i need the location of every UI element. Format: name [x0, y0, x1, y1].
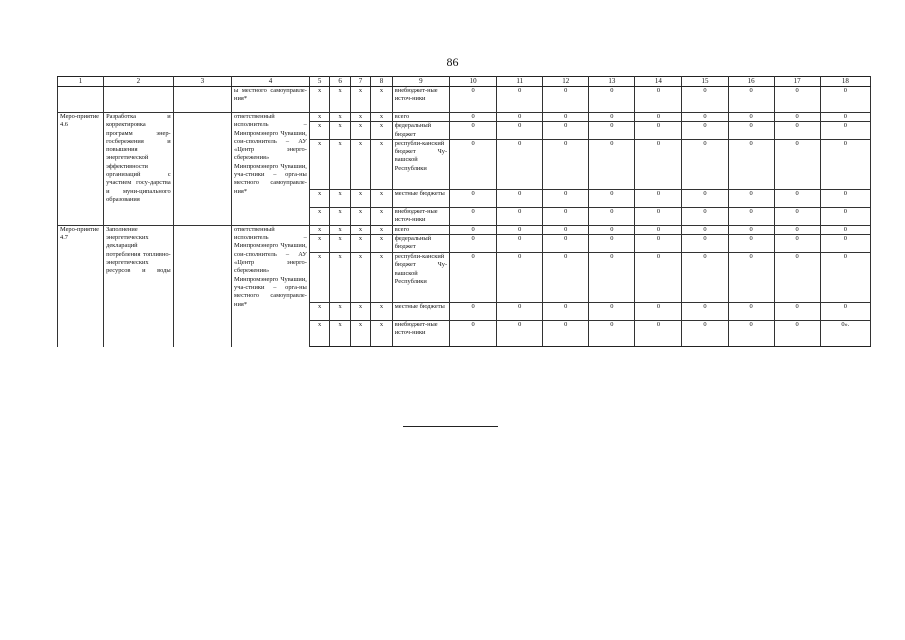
- value-cell: 0: [543, 139, 589, 189]
- mark-cell: х: [309, 207, 329, 225]
- value-cell: 0: [635, 225, 682, 234]
- column-number: 3: [173, 77, 231, 87]
- value-cell: 0: [635, 189, 682, 207]
- value-cell: 0: [497, 113, 543, 122]
- mark-cell: х: [371, 235, 393, 253]
- value-cell: 0: [820, 87, 870, 113]
- funding-row: [58, 113, 871, 122]
- column-number: 17: [774, 77, 820, 87]
- value-cell: 0: [682, 207, 728, 225]
- mark-cell: х: [371, 207, 393, 225]
- value-cell: 0: [450, 139, 497, 189]
- mark-cell: х: [350, 139, 370, 189]
- measure-id: Меро-приятие 4.6: [58, 113, 104, 226]
- executor-cell: ответственный исполнитель – Минпромэнерго Чувашии, сои-сполнитель – АУ «Центр энерго-сбережения» Минпромэнерго Чувашии, уча-стники – орга-ны местного самоуправле-ния*: [232, 225, 310, 346]
- value-cell: 0: [682, 235, 728, 253]
- value-cell: 0: [497, 87, 543, 113]
- value-cell: 0: [774, 321, 820, 347]
- value-cell: 0: [774, 253, 820, 303]
- value-cell: 0: [543, 225, 589, 234]
- funding-source: внебюджет-ные источ-ники: [392, 207, 449, 225]
- footnote-separator: [403, 426, 498, 427]
- value-cell: 0: [635, 303, 682, 321]
- value-cell: 0: [728, 253, 774, 303]
- value-cell: 0: [682, 225, 728, 234]
- mark-cell: х: [371, 113, 393, 122]
- value-cell: 0: [589, 139, 635, 189]
- mark-cell: х: [309, 122, 329, 140]
- value-cell: 0: [820, 189, 870, 207]
- value-cell: 0: [589, 235, 635, 253]
- column-number-row: [58, 77, 871, 87]
- value-cell: 0: [728, 113, 774, 122]
- page-number: 86: [446, 55, 459, 69]
- value-cell: 0: [450, 253, 497, 303]
- value-cell: 0: [543, 122, 589, 140]
- value-cell: 0: [682, 321, 728, 347]
- value-cell: 0: [543, 303, 589, 321]
- value-cell: 0: [682, 113, 728, 122]
- value-cell: 0: [774, 122, 820, 140]
- value-cell: 0: [728, 207, 774, 225]
- value-cell: 0: [820, 139, 870, 189]
- mark-cell: х: [371, 189, 393, 207]
- mark-cell: х: [330, 122, 350, 140]
- value-cell: 0: [820, 113, 870, 122]
- measure-title: [104, 87, 174, 113]
- value-cell: 0: [728, 235, 774, 253]
- mark-cell: х: [309, 139, 329, 189]
- column-number: 12: [543, 77, 589, 87]
- value-cell: 0: [774, 87, 820, 113]
- value-cell: 0: [728, 189, 774, 207]
- value-cell: 0: [635, 321, 682, 347]
- mark-cell: х: [330, 235, 350, 253]
- mark-cell: х: [350, 235, 370, 253]
- column-number: 8: [371, 77, 393, 87]
- value-cell: 0: [543, 189, 589, 207]
- mark-cell: х: [350, 321, 370, 347]
- mark-cell: х: [371, 139, 393, 189]
- measure-id: [58, 87, 104, 113]
- mark-cell: х: [350, 225, 370, 234]
- column-3-cell: [173, 87, 231, 113]
- value-cell: 0: [820, 303, 870, 321]
- value-cell: 0: [543, 113, 589, 122]
- funding-source: федеральный бюджет: [392, 235, 449, 253]
- value-cell: 0: [635, 139, 682, 189]
- value-cell: 0: [682, 253, 728, 303]
- column-number: 9: [392, 77, 449, 87]
- value-cell: 0: [820, 207, 870, 225]
- value-cell: 0: [497, 235, 543, 253]
- column-number: 13: [589, 77, 635, 87]
- value-cell: 0: [450, 321, 497, 347]
- mark-cell: х: [309, 253, 329, 303]
- value-cell: 0: [589, 122, 635, 140]
- value-cell: 0: [635, 122, 682, 140]
- mark-cell: х: [350, 303, 370, 321]
- value-cell: 0: [728, 225, 774, 234]
- mark-cell: х: [350, 122, 370, 140]
- mark-cell: х: [309, 87, 329, 113]
- mark-cell: х: [330, 87, 350, 113]
- mark-cell: х: [371, 321, 393, 347]
- value-cell: 0: [543, 235, 589, 253]
- value-cell: 0: [543, 253, 589, 303]
- value-cell: 0: [635, 87, 682, 113]
- executor-cell: ы местного самоуправле-ния*: [232, 87, 310, 113]
- column-3-cell: [173, 225, 231, 346]
- value-cell: 0: [820, 253, 870, 303]
- funding-source: республи-канский бюджет Чу-вашской Республики: [392, 139, 449, 189]
- value-cell: 0: [682, 139, 728, 189]
- executor-cell: ответственный исполнитель – Минпромэнерго Чувашии, сои-сполнитель – АУ «Центр энерго-сбережения» Минпромэнерго Чувашии, уча-стники – орга-ны местного самоуправле-ния*: [232, 113, 310, 226]
- mark-cell: х: [330, 225, 350, 234]
- value-cell: 0: [450, 235, 497, 253]
- value-cell: 0: [589, 321, 635, 347]
- value-cell: 0: [774, 225, 820, 234]
- value-cell: 0: [497, 122, 543, 140]
- value-cell: 0: [774, 303, 820, 321]
- column-number: 14: [635, 77, 682, 87]
- value-cell: 0: [635, 207, 682, 225]
- funding-source: внебюджет-ные источ-ники: [392, 87, 449, 113]
- value-cell: 0: [450, 189, 497, 207]
- mark-cell: х: [330, 139, 350, 189]
- value-cell: 0: [589, 253, 635, 303]
- value-cell: 0: [450, 225, 497, 234]
- measure-title: Заполнение энергетических деклараций потребления топливно-энергетических ресурсов и воды: [104, 225, 174, 346]
- value-cell: 0: [450, 207, 497, 225]
- value-cell: 0: [682, 189, 728, 207]
- value-cell: 0: [497, 189, 543, 207]
- mark-cell: х: [330, 253, 350, 303]
- value-cell: 0: [497, 207, 543, 225]
- mark-cell: х: [371, 225, 393, 234]
- value-cell: 0: [589, 303, 635, 321]
- column-number: 2: [104, 77, 174, 87]
- value-cell: 0: [589, 207, 635, 225]
- value-cell: 0: [589, 225, 635, 234]
- funding-source: местные бюджеты: [392, 303, 449, 321]
- value-cell: 0: [774, 235, 820, 253]
- funding-source: всего: [392, 225, 449, 234]
- value-cell: 0: [728, 87, 774, 113]
- mark-cell: х: [330, 189, 350, 207]
- mark-cell: х: [350, 189, 370, 207]
- value-cell: 0: [497, 303, 543, 321]
- value-cell: 0».: [820, 321, 870, 347]
- mark-cell: х: [371, 253, 393, 303]
- funding-source: местные бюджеты: [392, 189, 449, 207]
- value-cell: 0: [635, 113, 682, 122]
- funding-source: внебюджет-ные источ-ники: [392, 321, 449, 347]
- value-cell: 0: [450, 113, 497, 122]
- value-cell: 0: [497, 139, 543, 189]
- value-cell: 0: [589, 87, 635, 113]
- column-number: 6: [330, 77, 350, 87]
- mark-cell: х: [371, 303, 393, 321]
- column-number: 16: [728, 77, 774, 87]
- continuation-row: [58, 87, 871, 113]
- value-cell: 0: [682, 87, 728, 113]
- value-cell: 0: [543, 87, 589, 113]
- mark-cell: х: [309, 189, 329, 207]
- value-cell: 0: [497, 225, 543, 234]
- value-cell: 0: [728, 321, 774, 347]
- budget-table: [57, 76, 871, 347]
- value-cell: 0: [450, 87, 497, 113]
- measure-title: Разработка и корректировка программ энер-госбережения и повышения энергетической эффективности организаций с участием госу-дарства и муни-ципального образования: [104, 113, 174, 226]
- column-number: 4: [232, 77, 310, 87]
- funding-source: республи-канский бюджет Чу-вашской Республики: [392, 253, 449, 303]
- mark-cell: х: [309, 303, 329, 321]
- value-cell: 0: [820, 235, 870, 253]
- mark-cell: х: [350, 113, 370, 122]
- mark-cell: х: [309, 113, 329, 122]
- value-cell: 0: [543, 321, 589, 347]
- column-3-cell: [173, 113, 231, 226]
- value-cell: 0: [450, 122, 497, 140]
- value-cell: 0: [497, 321, 543, 347]
- mark-cell: х: [330, 207, 350, 225]
- mark-cell: х: [330, 303, 350, 321]
- value-cell: 0: [682, 303, 728, 321]
- value-cell: 0: [728, 139, 774, 189]
- column-number: 1: [58, 77, 104, 87]
- value-cell: 0: [728, 303, 774, 321]
- funding-row: [58, 225, 871, 234]
- mark-cell: х: [330, 113, 350, 122]
- mark-cell: х: [309, 321, 329, 347]
- column-number: 10: [450, 77, 497, 87]
- column-number: 18: [820, 77, 870, 87]
- value-cell: 0: [497, 253, 543, 303]
- mark-cell: х: [350, 207, 370, 225]
- value-cell: 0: [543, 207, 589, 225]
- column-number: 5: [309, 77, 329, 87]
- value-cell: 0: [589, 189, 635, 207]
- value-cell: 0: [774, 113, 820, 122]
- funding-source: федеральный бюджет: [392, 122, 449, 140]
- mark-cell: х: [350, 87, 370, 113]
- funding-source: всего: [392, 113, 449, 122]
- mark-cell: х: [309, 225, 329, 234]
- value-cell: 0: [635, 253, 682, 303]
- mark-cell: х: [309, 235, 329, 253]
- column-number: 11: [497, 77, 543, 87]
- mark-cell: х: [350, 253, 370, 303]
- value-cell: 0: [774, 189, 820, 207]
- value-cell: 0: [635, 235, 682, 253]
- mark-cell: х: [330, 321, 350, 347]
- mark-cell: х: [371, 87, 393, 113]
- value-cell: 0: [820, 122, 870, 140]
- value-cell: 0: [820, 225, 870, 234]
- value-cell: 0: [728, 122, 774, 140]
- value-cell: 0: [774, 139, 820, 189]
- value-cell: 0: [682, 122, 728, 140]
- mark-cell: х: [371, 122, 393, 140]
- value-cell: 0: [450, 303, 497, 321]
- column-number: 7: [350, 77, 370, 87]
- value-cell: 0: [589, 113, 635, 122]
- measure-id: Меро-приятие 4.7: [58, 225, 104, 346]
- column-number: 15: [682, 77, 728, 87]
- value-cell: 0: [774, 207, 820, 225]
